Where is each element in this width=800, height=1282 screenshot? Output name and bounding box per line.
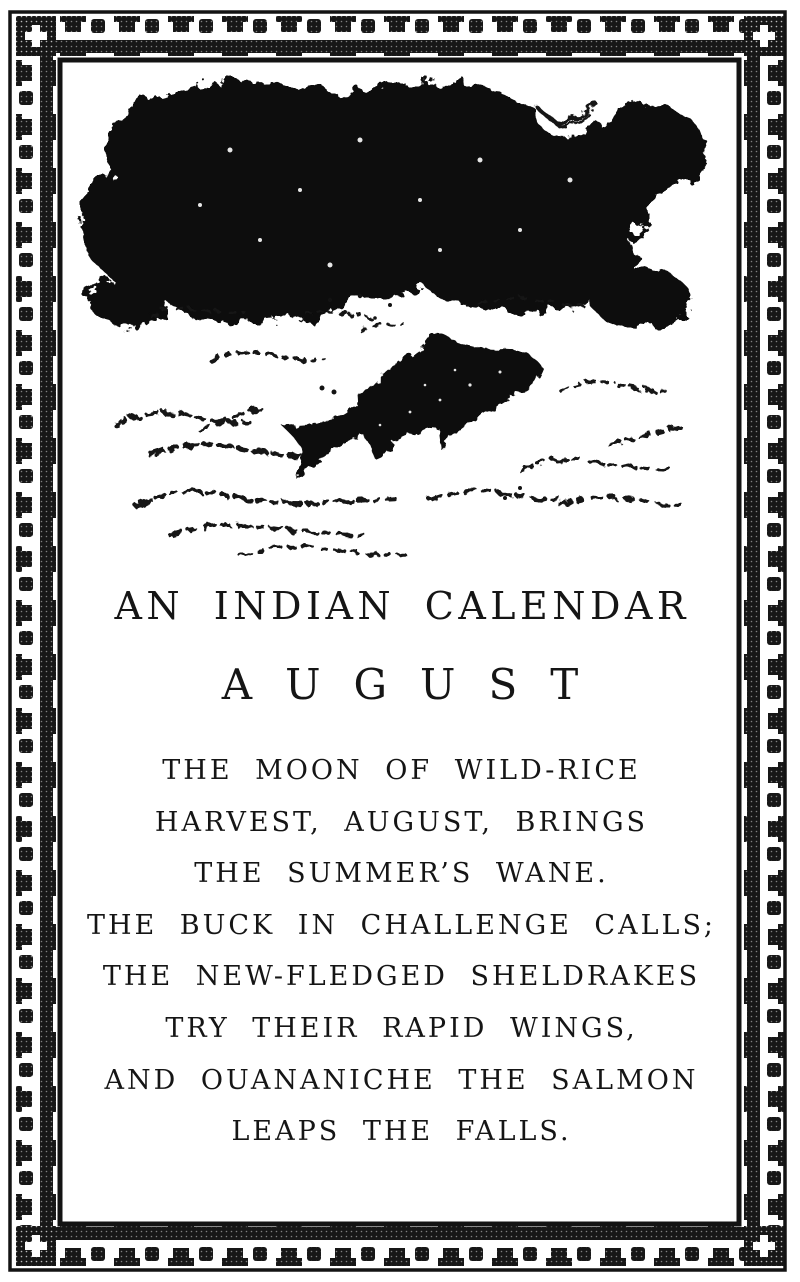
- poem-line: THE NEW-FLEDGED SHELDRAKES: [102, 961, 701, 993]
- page-title: AN INDIAN CALENDAR: [114, 584, 691, 628]
- month-heading: AUGUST: [221, 660, 612, 709]
- poem-line: THE SUMMER’S WANE.: [194, 858, 609, 890]
- poem-line: LEAPS THE FALLS.: [231, 1116, 572, 1148]
- poem-line: THE BUCK IN CHALLENGE CALLS;: [86, 909, 717, 941]
- poem-line: TRY THEIR RAPID WINGS,: [165, 1012, 638, 1044]
- poem-line: AND OUANANICHE THE SALMON: [104, 1064, 699, 1096]
- poem-line: HARVEST, AUGUST, BRINGS: [154, 806, 649, 838]
- text-layer: [65, 0, 735, 1282]
- poem-line: THE MOON OF WILD-RICE: [162, 755, 641, 786]
- poem: [55, 745, 745, 1158]
